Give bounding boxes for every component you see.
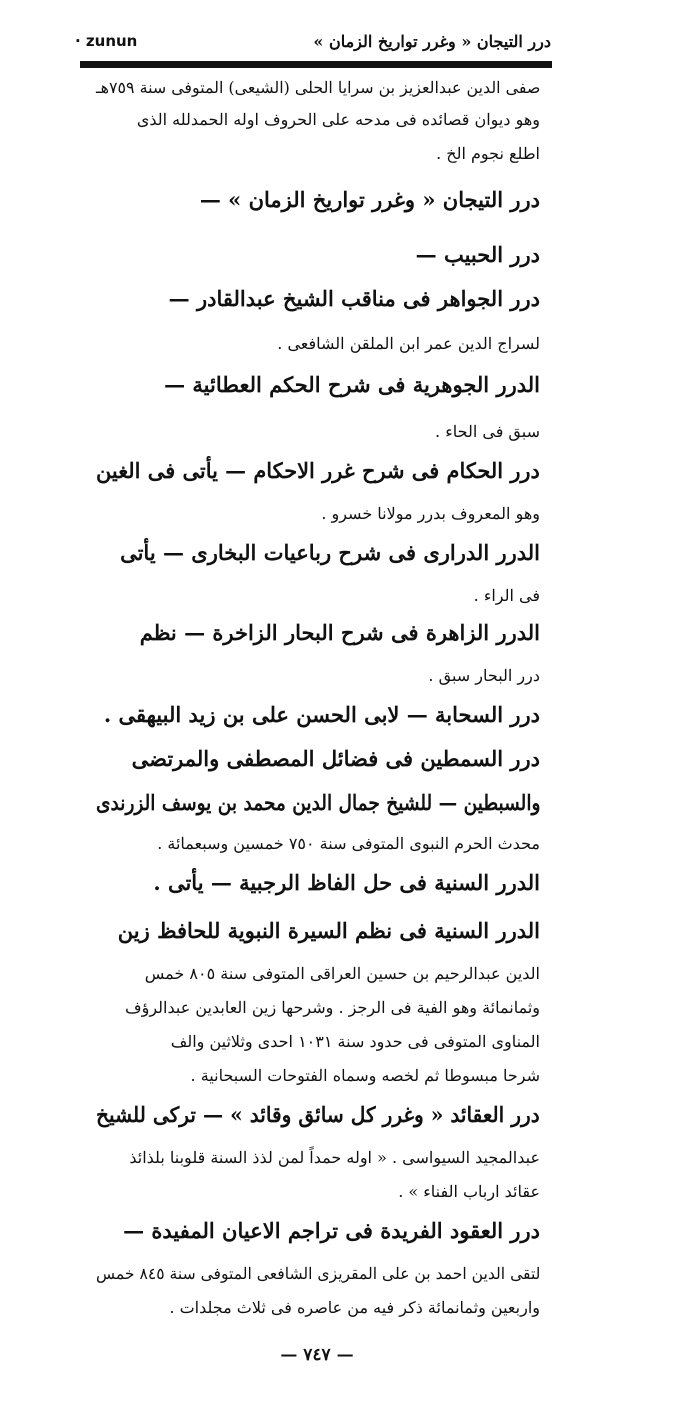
- entry-title: درر السمطين فى فضائل المصطفى والمرتضى: [131, 746, 540, 771]
- entry-title: درر العقود الفريدة فى تراجم الاعيان المفيدة —: [123, 1218, 540, 1243]
- text-line: وهو المعروف بدرر مولانا خسرو .: [321, 504, 540, 523]
- entry-title: درر العقائد « وغرر كل سائق وقائد » — تركى للشيخ: [96, 1102, 540, 1127]
- entry-title: درر الحبيب —: [415, 242, 540, 267]
- page-header: [75, 28, 553, 64]
- text-line: الدين عبدالرحيم بن حسين العراقى المتوفى سنة ٨٠٥ خمس: [144, 964, 540, 983]
- entry-title: درر الجواهر فى مناقب الشيخ عبدالقادر —: [168, 286, 540, 311]
- text-line: لسراج الدين عمر ابن الملقن الشافعى .: [277, 334, 540, 353]
- entry-title: الدرر الزاهرة فى شرح البحار الزاخرة — نظم: [139, 620, 540, 645]
- entry-title: درر السحابة — لابى الحسن على بن زيد البيهقى .: [103, 702, 540, 727]
- text-line: فى الراء .: [473, 586, 540, 605]
- text-line: اطلع نجوم الخ .: [436, 144, 540, 163]
- text-line: شرحا مبسوطا ثم لخصه وسماه الفتوحات السبحانية .: [190, 1066, 540, 1085]
- entry-title: الدرر السنية فى حل الفاظ الرجبية — يأتى .: [153, 870, 540, 895]
- text-line: وهو ديوان قصائده فى مدحه على الحروف اوله الحمدلله الذى: [136, 110, 540, 129]
- entry-title: الدرر السنية فى نظم السيرة النبوية للحافظ زين: [117, 918, 540, 943]
- running-title: درر التيجان « وغرر تواريخ الزمان »: [313, 32, 551, 51]
- text-line: محدث الحرم النبوى المتوفى سنة ٧٥٠ خمسين وسبعمائة .: [157, 834, 540, 853]
- header-left-mark: · zunun: [75, 32, 138, 50]
- header-rule: [80, 61, 552, 68]
- entry-title: درر الحكام فى شرح غرر الاحكام — يأتى فى الغين: [96, 458, 540, 483]
- entry-title: والسبطين — للشيخ جمال الدين محمد بن يوسف الزرندى: [95, 790, 540, 815]
- entry-title: الدرر الجوهرية فى شرح الحكم العطائية —: [164, 372, 540, 397]
- text-line: المناوى المتوفى فى حدود سنة ١٠٣١ احدى وثلاثين والف: [170, 1032, 540, 1051]
- text-line: عبدالمجيد السيواسى . « اوله حمداً لمن لذذ السنة قلوبنا بلذائذ: [129, 1148, 540, 1167]
- text-line: سبق فى الحاء .: [435, 422, 540, 441]
- text-line: لتقى الدين احمد بن على المقريزى الشافعى المتوفى سنة ٨٤٥ خمس: [95, 1264, 541, 1283]
- entry-title: الدرر الدرارى فى شرح رباعيات البخارى — يأتى: [120, 540, 540, 565]
- text-line: صفى الدين عبدالعزيز بن سرايا الحلى (الشيعى) المتوفى سنة ٧٥٩هـ: [95, 78, 540, 97]
- text-line: وثمانمائة وهو الفية فى الرجز . وشرحها زين العابدين عبدالرؤف: [125, 998, 540, 1017]
- text-line: عقائد ارباب الفناء » .: [398, 1182, 540, 1201]
- entry-title: درر التيجان « وغرر تواريخ الزمان » —: [199, 187, 540, 212]
- text-line: واربعين وثمانمائة ذكر فيه من عاصره فى ثلاث مجلدات .: [169, 1298, 540, 1317]
- page-number: — ٧٤٧ —: [280, 1345, 354, 1365]
- text-line: درر البحار سبق .: [428, 666, 540, 685]
